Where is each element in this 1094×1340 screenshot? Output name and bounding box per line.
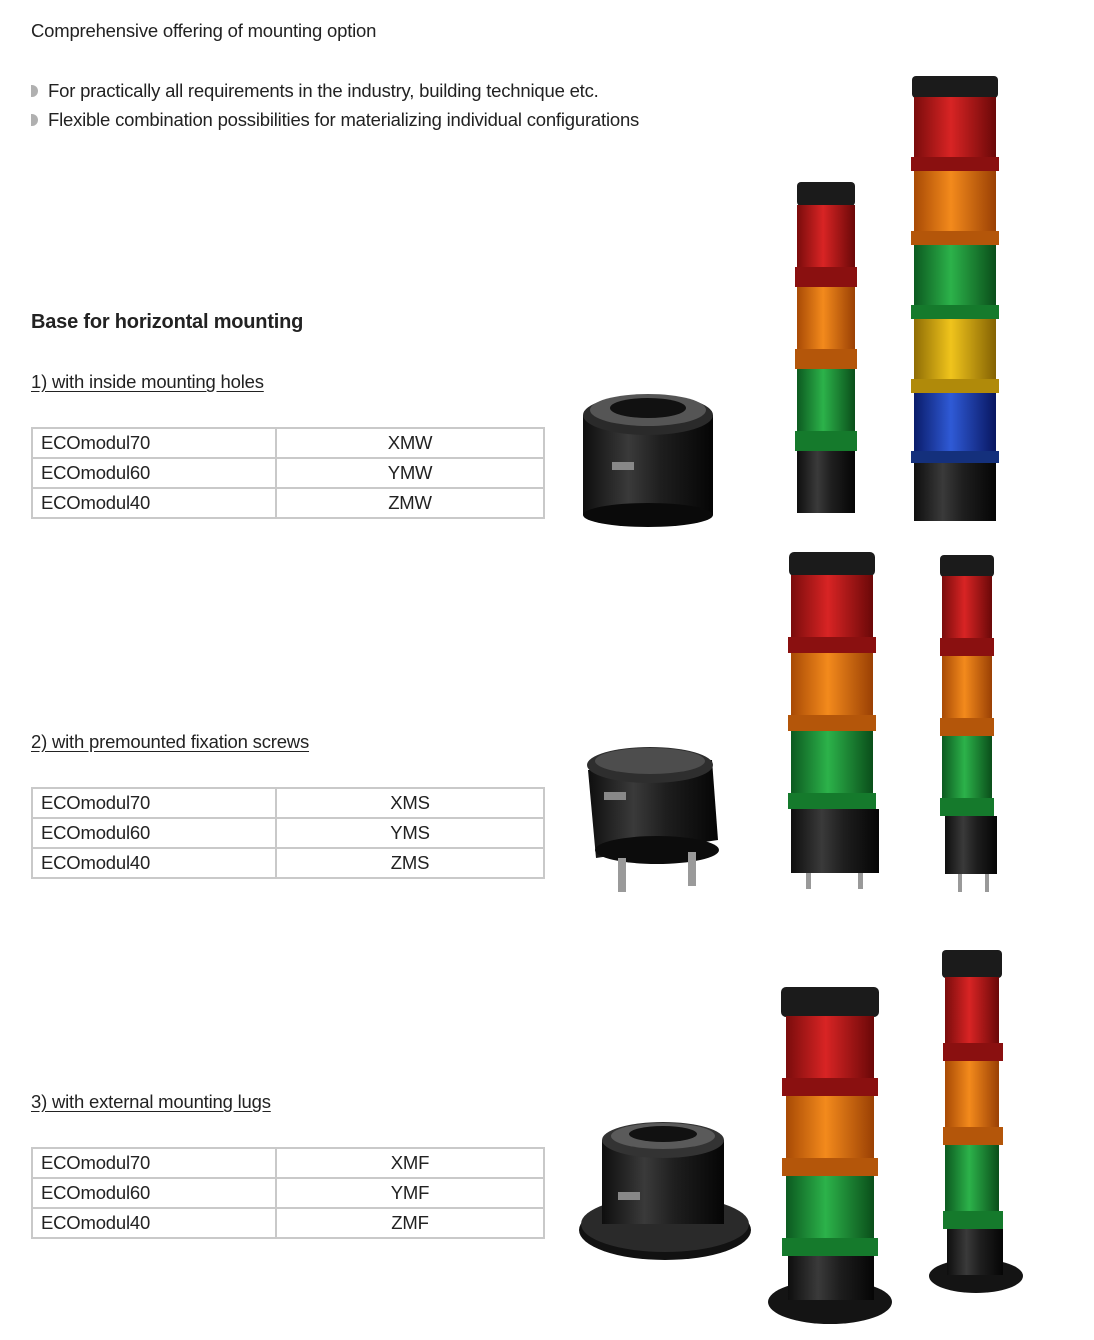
signal-tower-small-3: [929, 950, 1023, 1293]
code-cell: YMW: [276, 458, 544, 488]
model-cell: ECOmodul60: [32, 818, 276, 848]
model-cell: ECOmodul40: [32, 1208, 276, 1238]
signal-tower-small-1: [795, 182, 857, 513]
signal-tower-large-3: [768, 987, 892, 1324]
code-cell: YMF: [276, 1178, 544, 1208]
model-cell: ECOmodul70: [32, 1148, 276, 1178]
variant-2-title: 2) with premounted fixation screws: [31, 731, 310, 752]
model-cell: ECOmodul40: [32, 488, 276, 518]
signal-tower-small-2: [940, 555, 997, 892]
base-inside-holes-image: [583, 394, 713, 527]
code-cell: XMF: [276, 1148, 544, 1178]
feature-text: For practically all requirements in the industry, building technique etc.: [48, 80, 599, 101]
model-cell: ECOmodul60: [32, 458, 276, 488]
model-cell: ECOmodul40: [32, 848, 276, 878]
variant-1-title: 1) with inside mounting holes: [31, 371, 264, 392]
feature-text: Flexible combination possibilities for materializing individual configurations: [48, 109, 640, 130]
section-heading: Base for horizontal mounting: [31, 311, 304, 333]
signal-tower-large-1: [911, 76, 999, 521]
model-cell: ECOmodul60: [32, 1178, 276, 1208]
variant-3-title: 3) with external mounting lugs: [31, 1091, 271, 1112]
code-cell: ZMF: [276, 1208, 544, 1238]
intro-title: Comprehensive offering of mounting option: [31, 20, 377, 41]
base-mounting-lugs-image: [579, 1122, 751, 1260]
code-cell: ZMW: [276, 488, 544, 518]
code-cell: YMS: [276, 818, 544, 848]
code-cell: XMS: [276, 788, 544, 818]
model-cell: ECOmodul70: [32, 788, 276, 818]
base-fixation-screws-image: [587, 747, 719, 892]
code-cell: ZMS: [276, 848, 544, 878]
model-cell: ECOmodul70: [32, 428, 276, 458]
signal-tower-large-2: [788, 552, 879, 889]
code-cell: XMW: [276, 428, 544, 458]
